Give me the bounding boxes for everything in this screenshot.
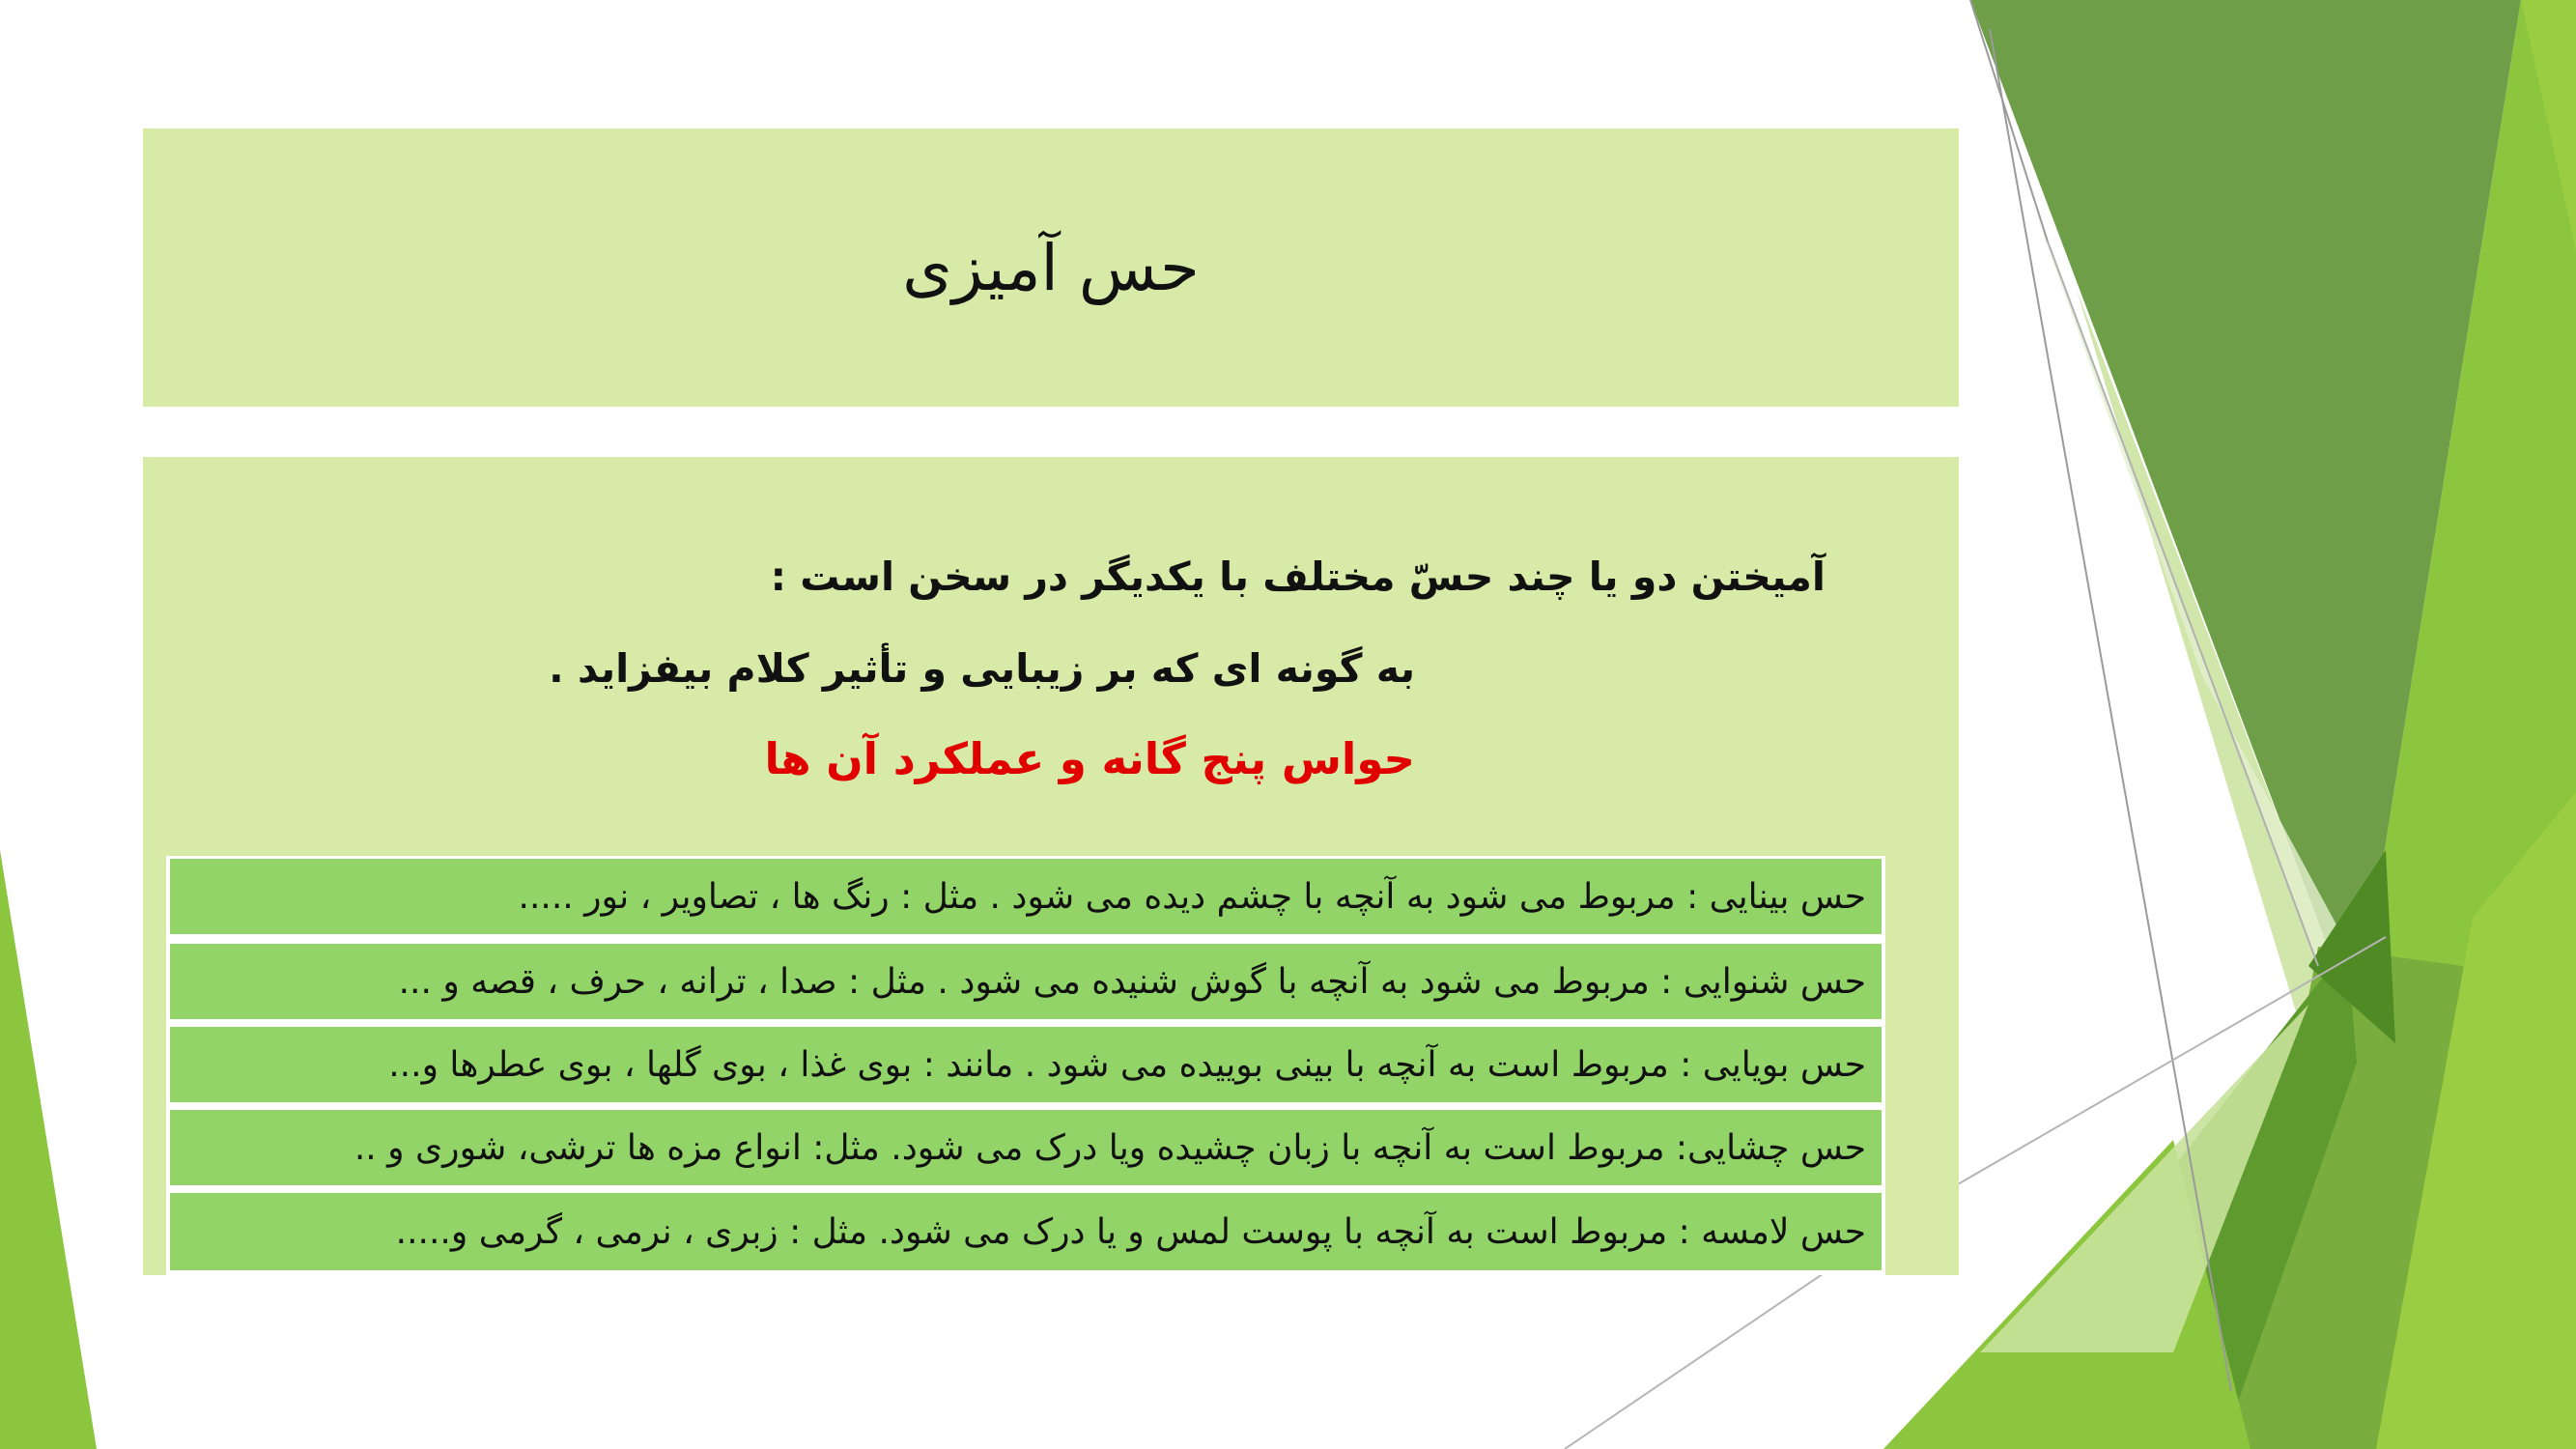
content-panel — [143, 457, 1959, 1275]
definition-line-1: آمیختن دو یا چند حسّ مختلف با یکدیگر در سخن است : — [770, 554, 1826, 600]
sense-row-touch: حس لامسه : مربوط است به آنچه با پوست لمس و یا درک می شود. مثل : زبری ، نرمی ، گرمی و..... — [170, 1193, 1882, 1270]
definition-line-2: به گونه ای که بر زیبایی و تأثیر کلام بیفزاید . — [549, 645, 1415, 692]
deco-line-4 — [1565, 1265, 1835, 1449]
sense-row-sight: حس بینایی : مربوط می شود به آنچه با چشم دیده می شود . مثل : رنگ ها ، تصاویر ، نور ..... — [170, 859, 1882, 934]
title-panel — [143, 128, 1959, 407]
left-green-facet — [0, 850, 97, 1449]
senses-subheading: حواس پنج گانه و عملکرد آن ها — [764, 733, 1415, 784]
sense-row-taste: حس چشایی: مربوط است به آنچه با زبان چشیده ویا درک می شود. مثل: انواع مزه ها ترشی، شوری و .. — [170, 1110, 1882, 1185]
sense-row-hearing: حس شنوایی : مربوط می شود به آنچه با گوش شنیده می شود . مثل : صدا ، ترانه ، حرف ، قصه و ... — [170, 944, 1882, 1019]
sense-row-smell: حس بویایی : مربوط است به آنچه با بینی بوییده می شود . مانند : بوی غذا ، بوی گلها ، بوی عطرها و... — [170, 1027, 1882, 1102]
slide-title: حس آمیزی — [902, 230, 1200, 305]
